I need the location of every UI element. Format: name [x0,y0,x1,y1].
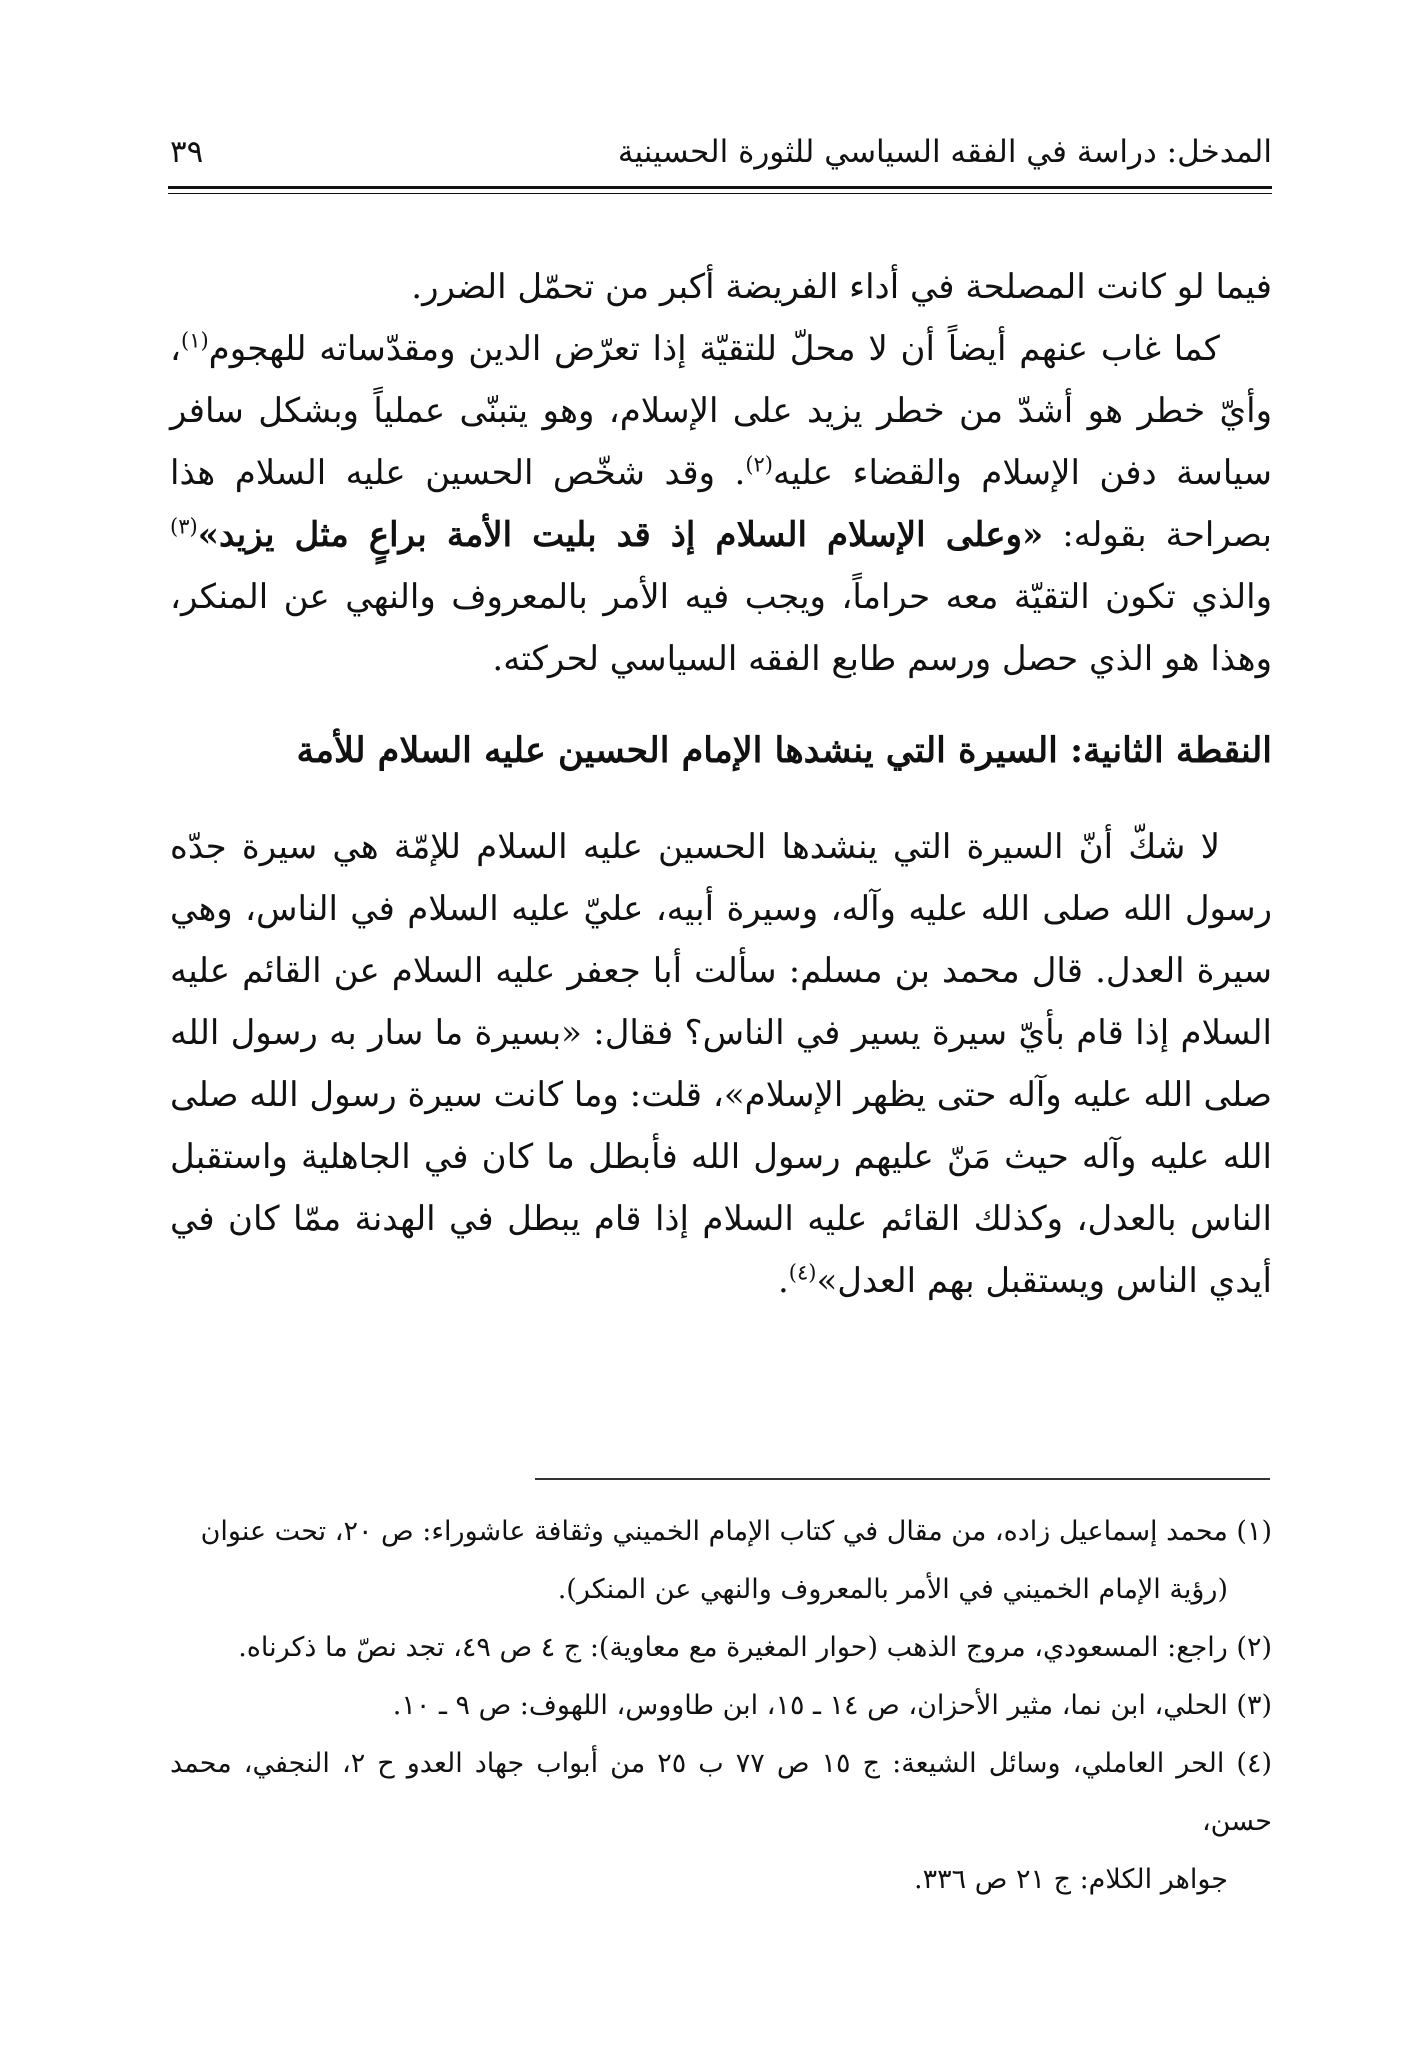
page-number: ٣٩ [170,134,204,170]
main-text [170,256,1272,1312]
footnote-1-continued: (رؤية الإمام الخميني في الأمر بالمعروف والنهي عن المنكر). [557,1574,1228,1605]
header-rule-thick [168,186,1272,189]
running-header [170,130,1272,178]
footnote-2: (٢) راجع: المسعودي، مروج الذهب (حوار المغيرة مع معاوية): ج ٤ ص ٤٩، تجد نصّ ما ذكرناه. [238,1632,1272,1663]
header-title: المدخل: دراسة في الفقه السياسي للثورة الحسينية [617,134,1272,170]
footnotes [170,1503,1272,1909]
footnote-ref-1: (١) [180,328,209,353]
footnote-separator [535,1478,1270,1480]
footnote-ref-3: (٣) [170,514,198,539]
footnote-3: (٣) الحلي، ابن نما، مثير الأحزان، ص ١٤ ـ ١٥، ابن طاووس، اللهوف: ص ٩ ـ ١٠. [392,1690,1272,1721]
footnote-4-continued: جواهر الكلام: ج ٢١ ص ٣٣٦. [914,1864,1228,1895]
footnote-4: (٤) الحر العاملي، وسائل الشيعة: ج ١٥ ص ٧٧ ب ٢٥ من أبواب جهاد العدو ح ٢، النجفي، محمد حسن، [170,1748,1272,1837]
footnote-1: (١) محمد إسماعيل زاده، من مقال في كتاب الإمام الخميني وثقافة عاشوراء: ص ٢٠، تحت عنوان [200,1516,1272,1547]
quote-bold: «وعلى الإسلام السلام إذ قد بليت الأمة براعٍ مثل يزيد» [197,515,1044,555]
paragraph-2: كما غاب عنهم أيضاً أن لا محلّ للتقيّة إذا تعرّض الدين ومقدّساته للهجوم$^{(١)}$، وأيّ خطر هو أشدّ من خطر يزيد على الإسلام، وهو يتبنّى عملياً وبشكل سافر سياسة دفن الإسلام والقضاء عليه$^{(٢)}$. وقد شخّص الحسين عليه السلام هذا بصراحة بقوله: «وعلى الإسلام السلام إذ قد بليت الأمة براعٍ مثل يزيد»$^{(٣)}$ والذي تكون التقيّة معه حراماً، ويجب فيه الأمر بالمعروف والنهي عن المنكر، وهذا هو الذي حصل ورسم طابع الفقه السياسي لحركته. [170,328,1273,679]
footnote-ref-4: (٤) [788,1260,817,1285]
header-rule-thin [168,193,1272,194]
paragraph-1: فيما لو كانت المصلحة في أداء الفريضة أكبر من تحمّل الضرر. [411,267,1272,307]
section-heading: النقطة الثانية: السيرة التي ينشدها الإمام الحسين عليه السلام للأمة [296,730,1272,771]
footnote-ref-2: (٢) [745,452,773,477]
paragraph-3: لا شكّ أنّ السيرة التي ينشدها الحسين عليه السلام للإمّة هي سيرة جدّه رسول الله صلى الله عليه وآله، وسيرة أبيه، عليّ عليه السلام في الناس، وهي سيرة العدل. قال محمد بن مسلم: سألت أبا جعفر عليه السلام عن القائم عليه السلام إذا قام بأيّ سيرة يسير في الناس؟ فقال: «بسيرة ما سار به رسول الله صلى الله عليه وآله حتى يظهر الإسلام»، قلت: وما كانت سيرة رسول الله صلى الله عليه وآله حيث مَنّ عليهم رسول الله فأبطل ما كان في الجاهلية واستقبل الناس بالعدل، وكذلك القائم عليه السلام إذا قام يبطل في الهدنة ممّا كان في أيدي الناس ويستقبل بهم العدل»$^{(٤)}$. [170,827,1272,1301]
